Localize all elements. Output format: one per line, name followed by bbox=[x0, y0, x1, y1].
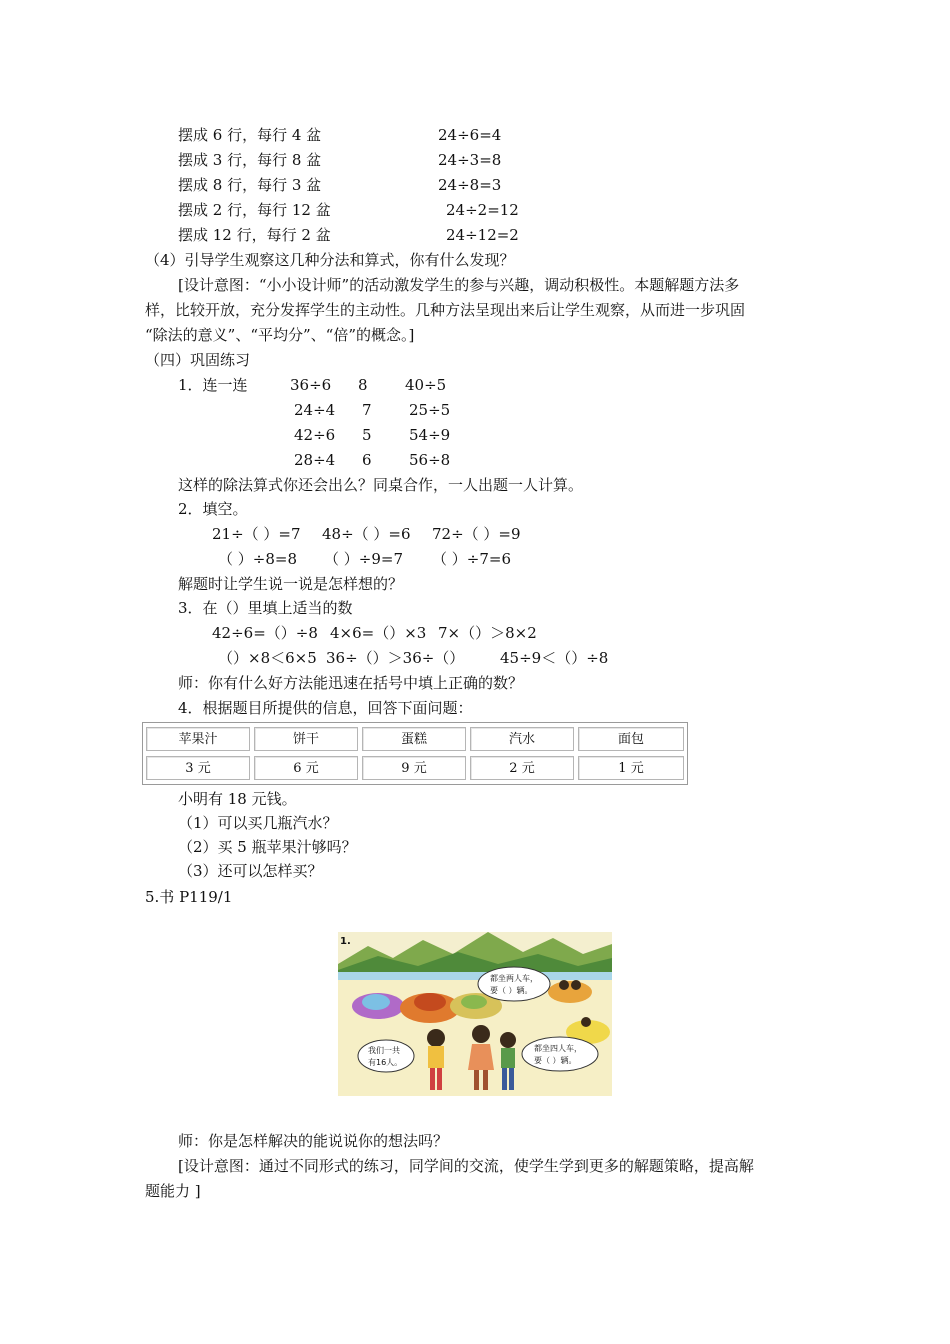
arrangement-equation-3: 24÷8=3 bbox=[438, 176, 502, 194]
arrangement-text-5: 摆成 12 行，每行 2 盆 bbox=[178, 226, 331, 244]
exercise-2-followup: 解题时让学生说一说是怎样想的？ bbox=[178, 575, 404, 593]
design-note-1-line-3: “除法的意义”、“平均分”、“倍”的概念。] bbox=[145, 326, 415, 344]
fill-blank-2b-3: （ ）÷7=6 bbox=[432, 550, 511, 568]
arrangement-equation-1: 24÷6=4 bbox=[438, 126, 502, 144]
match-left-3: 42÷6 bbox=[294, 426, 336, 444]
bubble-right-line-1: 都坐四人车， bbox=[534, 1044, 582, 1053]
exercise-1-followup: 这样的除法算式你还会出么？同桌合作，一人出题一人计算。 bbox=[178, 476, 584, 494]
exercise-2-label: 2．填空。 bbox=[178, 500, 248, 518]
design-note-2-line-1: [设计意图：通过不同形式的练习，同学间的交流，使学生学到更多的解题策略，提高解 bbox=[178, 1157, 754, 1175]
exercise-3-label: 3．在（）里填上适当的数 bbox=[178, 599, 353, 617]
design-note-1-line-2: 样，比较开放，充分发挥学生的主动性。几种方法呈现出来后让学生观察，从而进一步巩固 bbox=[145, 301, 746, 319]
fill-blank-2a-2: 48÷（ ）=6 bbox=[322, 525, 411, 543]
sub-question-1: （1）可以买几瓶汽水？ bbox=[178, 814, 338, 832]
bubble-top-line-1: 都坐两人车， bbox=[490, 974, 538, 983]
exercise-1-label: 1．连一连 bbox=[178, 376, 248, 394]
table-price-cell: 2 元 bbox=[470, 756, 574, 780]
match-right-3: 54÷9 bbox=[409, 426, 451, 444]
price-table bbox=[142, 722, 688, 785]
arrangement-text-2: 摆成 3 行，每行 8 盆 bbox=[178, 151, 322, 169]
match-mid-1: 8 bbox=[358, 376, 368, 394]
exercise-4-label: 4．根据题目所提供的信息，回答下面问题： bbox=[178, 699, 473, 717]
design-note-2-line-2: 题能力 ] bbox=[145, 1182, 201, 1200]
sub-question-3: （3）还可以怎样买？ bbox=[178, 862, 323, 880]
arrangement-equation-5: 24÷12=2 bbox=[446, 226, 519, 244]
bubble-top-line-2: 要（ ）辆。 bbox=[490, 986, 533, 995]
match-mid-2: 7 bbox=[362, 401, 372, 419]
fill-number-3a-1: 42÷6=（）÷8 bbox=[212, 624, 318, 642]
table-price-cell: 6 元 bbox=[254, 756, 358, 780]
fill-number-3a-2: 4×6=（）×3 bbox=[330, 624, 427, 642]
section-heading-practice: （四）巩固练习 bbox=[145, 351, 251, 369]
question-4: （4）引导学生观察这几种分法和算式，你有什么发现？ bbox=[145, 251, 515, 269]
exercise-3-followup: 师：你有什么好方法能迅速在括号中填上正确的数？ bbox=[178, 674, 524, 692]
bubble-left-line-2: 有16人。 bbox=[368, 1058, 403, 1067]
illustration-number: 1. bbox=[340, 936, 351, 947]
table-header-cell: 蛋糕 bbox=[362, 727, 466, 751]
sub-question-2: （2）买 5 瓶苹果汁够吗？ bbox=[178, 838, 357, 856]
bubble-left-line-1: 我们一共 bbox=[368, 1046, 400, 1055]
table-header-cell: 汽水 bbox=[470, 727, 574, 751]
match-right-4: 56÷8 bbox=[409, 451, 451, 469]
arrangement-text-1: 摆成 6 行，每行 4 盆 bbox=[178, 126, 322, 144]
table-price-cell: 3 元 bbox=[146, 756, 250, 780]
fill-number-3b-2: 36÷（）＞36÷（） bbox=[326, 649, 465, 667]
fill-blank-2a-3: 72÷（ ）=9 bbox=[432, 525, 521, 543]
match-left-4: 28÷4 bbox=[294, 451, 336, 469]
arrangement-equation-2: 24÷3=8 bbox=[438, 151, 502, 169]
textbook-illustration bbox=[338, 932, 612, 1096]
fill-blank-2b-1: （ ）÷8=8 bbox=[218, 550, 297, 568]
match-mid-3: 5 bbox=[362, 426, 372, 444]
table-price-cell: 1 元 bbox=[578, 756, 684, 780]
table-header-cell: 苹果汁 bbox=[146, 727, 250, 751]
fill-number-3a-3: 7×（）＞8×2 bbox=[438, 624, 537, 642]
arrangement-equation-4: 24÷2=12 bbox=[446, 201, 519, 219]
match-left-2: 24÷4 bbox=[294, 401, 336, 419]
money-statement: 小明有 18 元钱。 bbox=[178, 790, 297, 808]
match-mid-4: 6 bbox=[362, 451, 372, 469]
table-header-cell: 饼干 bbox=[254, 727, 358, 751]
teacher-question: 师：你是怎样解决的能说说你的想法吗？ bbox=[178, 1132, 449, 1150]
arrangement-text-3: 摆成 8 行，每行 3 盆 bbox=[178, 176, 322, 194]
fill-blank-2a-1: 21÷（ ）=7 bbox=[212, 525, 301, 543]
table-header-cell: 面包 bbox=[578, 727, 684, 751]
match-right-1: 40÷5 bbox=[405, 376, 447, 394]
match-left-1: 36÷6 bbox=[290, 376, 332, 394]
exercise-5-label: 5.书 P119/1 bbox=[145, 888, 233, 906]
fill-number-3b-1: （）×8＜6×5 bbox=[218, 649, 317, 667]
fill-blank-2b-2: （ ）÷9=7 bbox=[324, 550, 403, 568]
bubble-right-line-2: 要（ ）辆。 bbox=[534, 1056, 577, 1065]
arrangement-text-4: 摆成 2 行，每行 12 盆 bbox=[178, 201, 331, 219]
design-note-1-line-1: [设计意图：“小小设计师”的活动激发学生的参与兴趣，调动积极性。本题解题方法多 bbox=[178, 276, 740, 294]
fill-number-3b-3: 45÷9＜（）÷8 bbox=[500, 649, 609, 667]
table-price-cell: 9 元 bbox=[362, 756, 466, 780]
match-right-2: 25÷5 bbox=[409, 401, 451, 419]
